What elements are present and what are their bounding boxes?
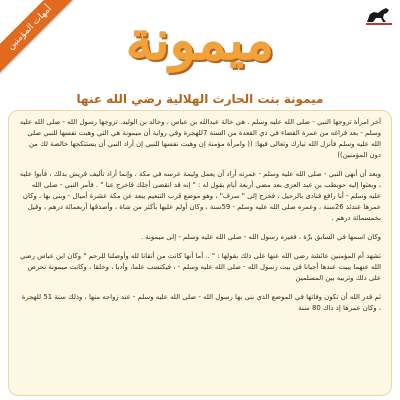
paragraph-1: آخر امرأة تزوجها النبي - صلى الله عليه وسلم . هي خالة عبدالله بن عباس ، وخالد بن الوليد. تزوجها رسول الله - صلى الله عليه وسلم - بعد فراغه من عمرة القضاء في ذي القعدة من السنة 7للهجرة وفي رواية أن ميمونة هي التي وهبت نفسها للنبي صلى الله عليه وسلم فأنزل الله تبارك وتعالى فيها: (( وامرأة مؤمنة إن وهبت نفسها للنبي إن أراد النبي أن يستنكحها خالصة لك من دون المؤمنين))	[19, 118, 381, 159]
paragraph-2: وبعد أن أنهى النبي - صلى الله عليه وسلم - عمرته أراد أن يعمل وليمة عرسه في مكة ، وإنما أراد تأليف قريش بذلك ، فأبوا عليه ، وبعثوا إليه حويطب بن عبد العزى بعد مضي أربعة أيام يقول له : " إنه قد انقضى أجلك فاخرج عنا " . فأمر النبي - صلى الله عليه وسلم - أبا رافع فنادى بالرحيل ، فخرج إلى " سرف" ، وهو موضع قرب التنعيم يبعد عن مكة عشرة أميال - وبنى بها ، وكان عمرها عندئذ 26سنة ، وعمره صلى الله عليه وسلم - 59سنة ، وكان أولم عليها بأكثر من شاة ، وأصدقها أربعمائة درهم ، وقيل بخمسمائة درهم .	[19, 170, 381, 222]
paragraph-4: تشهد أم المؤمنين عائشة رضي الله عنها على ذلك بقولها : " .. أما أنها كانت من أتقانا لله وأوصلنا للرحم " وكان ابن عباس رضي الله عنهما يبيت عندها أحيانا في بيت رسول الله - صلى الله عليه وسلم - ، فيكتسب علما، وأدبا ، وخلقا ، وكانت ميمونة تحرص على ذلك وتربيه بين المسلمين	[20, 252, 381, 282]
ribbon-label: أمهات المؤمنين	[0, 0, 79, 77]
page-subtitle: ميمونة بنت الحارث الهلالية رضي الله عنها	[76, 92, 324, 106]
biography-panel	[8, 110, 392, 396]
page-title: ميمونة	[125, 8, 275, 72]
paragraph-5: ثم قدر الله أن تكون وفاتها في الموضع الذي بنى بها رسول الله - صلى الله عليه وسلم - عند زواجه منها ، وذلك سنة 51 للهجرة ، وكان عمرها إذ ذاك 80 سنة	[21, 293, 381, 312]
paragraph-3: وكان اسمها في السابق برَّة ، فغيره رسول الله - صلى الله عليه وسلم - إلى ميمونة .	[140, 233, 381, 241]
